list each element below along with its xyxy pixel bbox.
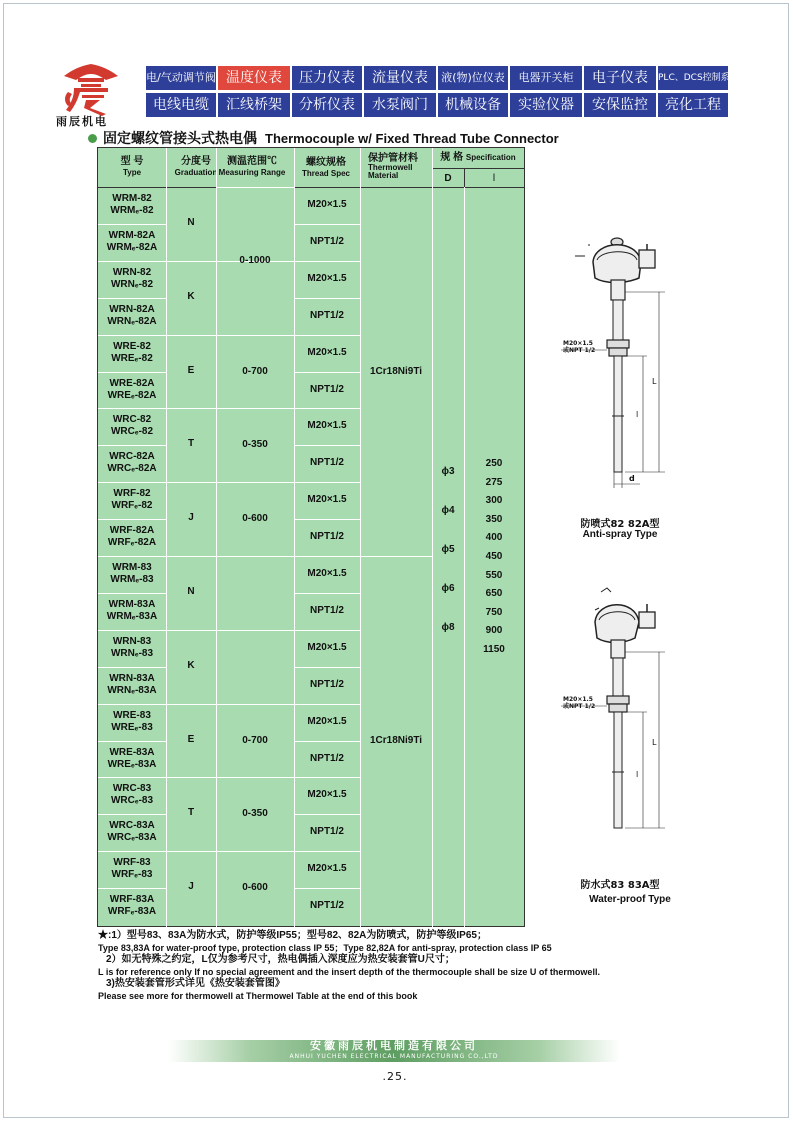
material-cell: 1Cr18Ni9Ti	[369, 365, 423, 377]
type-model-alt: WREₑ-83A	[107, 758, 157, 770]
type-cell	[100, 894, 164, 918]
thread-cell: NPT1/2	[310, 457, 344, 469]
diameter-value: ϕ6	[441, 583, 455, 594]
length-value: 750	[485, 606, 503, 618]
type-model-alt: WREₑ-83	[111, 721, 153, 733]
type-cell	[100, 341, 164, 365]
type-cell	[100, 488, 164, 512]
type-model: WRN-82	[112, 266, 152, 278]
diameter-value: ϕ5	[441, 544, 455, 555]
type-cell	[100, 599, 164, 623]
thread-row-divider	[294, 814, 360, 815]
length-value: 550	[485, 569, 503, 581]
type-model-alt: WRCₑ-82	[110, 426, 154, 438]
type-sub-divider	[98, 445, 166, 446]
thread-row-divider	[294, 519, 360, 520]
graduation-cell: K	[187, 659, 195, 671]
thread-cell: M20×1.5	[307, 863, 347, 875]
dim-l: l	[636, 410, 639, 419]
nav-item[interactable]: 实验仪器	[510, 93, 582, 117]
header-spec-en: Specification	[465, 153, 516, 162]
header-material	[360, 153, 430, 180]
thread-cell: M20×1.5	[307, 199, 347, 210]
nav-item[interactable]: 机械设备	[438, 93, 508, 117]
thread-cell: M20×1.5	[307, 420, 347, 432]
type-model-alt: WRMₑ-82A	[106, 241, 158, 253]
range-divider	[216, 482, 294, 483]
header-range	[216, 156, 288, 178]
range-cell: 0-600	[242, 513, 268, 525]
type-model-alt: WRCₑ-83A	[107, 832, 157, 844]
material-cell: 1Cr18Ni9Ti	[369, 734, 423, 746]
header-range-en: Measuring Range	[218, 168, 286, 177]
header-thread-en: Thread Spec	[301, 169, 350, 178]
thread-row-divider	[294, 593, 360, 594]
water-proof-drawing	[555, 580, 675, 854]
title-cn: 固定螺纹管接头式热电偶	[103, 131, 257, 147]
range-cell: 0-1000	[239, 254, 271, 266]
company-name-en: ANHUI YUCHEN ELECTRICAL MANUFACTURING CO.,LTD	[289, 1053, 499, 1060]
type-cell	[100, 525, 164, 549]
dim-d: d	[629, 474, 635, 483]
thread-row-divider	[294, 298, 360, 299]
type-model-alt: WRNₑ-82	[110, 278, 154, 290]
note-line: ★:1）型号83、83A为防水式，防护等级IP55；型号82、82A为防喷式，防护等级IP65；	[98, 930, 487, 941]
nav-item[interactable]: 流量仪表	[364, 66, 436, 90]
nav-row-1	[146, 66, 739, 90]
type-model-alt: WREₑ-82	[111, 352, 153, 364]
type-model: WRM-83A	[108, 598, 156, 610]
type-model-alt: WRNₑ-82A	[107, 315, 157, 327]
graduation-cell: T	[187, 438, 195, 450]
diameter-value: ϕ3	[441, 466, 455, 477]
type-cell	[100, 562, 164, 586]
thread-label-1: M20×1.5	[563, 696, 593, 703]
anti-spray-caption-cn: 防喷式82 82A型	[580, 519, 660, 530]
anti-spray-caption-en: Anti-spray Type	[582, 529, 658, 540]
type-sub-divider	[98, 814, 166, 815]
thread-label-1: M20×1.5	[563, 340, 593, 347]
type-model-alt: WRFₑ-82A	[107, 537, 157, 549]
graduation-cell: E	[187, 364, 195, 376]
thread-cell: NPT1/2	[310, 900, 344, 912]
type-cell	[100, 451, 164, 475]
range-cell: 0-350	[242, 808, 268, 820]
type-model: WRC-83A	[109, 820, 155, 832]
range-divider	[216, 704, 294, 705]
type-model: WRN-82A	[109, 303, 155, 315]
type-model: WRF-83	[113, 857, 151, 869]
graduation-cell: T	[187, 807, 195, 819]
type-cell	[100, 857, 164, 881]
length-value: 275	[485, 476, 503, 488]
header-divider	[98, 187, 524, 188]
note-line: Type 83,83A for water-proof type, protection class IP 55；Type 82,82A for anti-spray, protection class IP 65	[98, 943, 552, 953]
anti-spray-drawing	[555, 222, 675, 516]
thread-cell: NPT1/2	[310, 678, 344, 690]
graduation-cell: J	[188, 512, 194, 524]
length-value: 650	[485, 588, 503, 600]
type-model: WRE-82	[113, 340, 151, 352]
type-model: WRC-82A	[109, 451, 155, 463]
thread-cell: M20×1.5	[307, 715, 347, 727]
type-model: WRF-82A	[109, 525, 155, 537]
length-value: 300	[485, 495, 503, 507]
header-grad-cn: 分度号	[181, 156, 211, 167]
header-thread	[294, 157, 358, 179]
header-graduation	[170, 156, 222, 178]
type-sub-divider	[98, 372, 166, 373]
type-model: WRE-83A	[109, 746, 155, 758]
type-cell	[100, 304, 164, 328]
header-type	[100, 156, 164, 178]
type-model-alt: WRFₑ-83A	[107, 906, 157, 918]
type-model: WRN-83	[112, 635, 152, 647]
type-model: WRF-83A	[109, 894, 155, 906]
title-en: Thermocouple w/ Fixed Thread Tube Connector	[265, 130, 559, 146]
type-model: WRM-82	[112, 193, 152, 204]
range-divider	[216, 851, 294, 852]
type-sub-divider	[98, 888, 166, 889]
length-value: 350	[485, 513, 503, 525]
type-sub-divider	[98, 593, 166, 594]
range-divider	[216, 408, 294, 409]
nav-item[interactable]: PLC、DCS控制系统	[658, 66, 728, 90]
graduation-cell: K	[187, 290, 195, 302]
header-spec-cn: 规 格	[440, 152, 464, 163]
type-model-alt: WREₑ-82A	[107, 389, 157, 401]
range-divider	[216, 335, 294, 336]
header-grad-en: Graduation	[174, 168, 218, 177]
nav-item[interactable]: 电线电缆	[146, 93, 216, 117]
header-d: D	[444, 173, 452, 184]
thread-cell: M20×1.5	[307, 272, 347, 284]
length-value: 450	[485, 551, 503, 562]
page-number: .25.	[382, 1070, 408, 1083]
note-line: 2）如无特殊之约定，L仅为参考尺寸，热电偶插入深度应为热安装套管U尺寸；	[106, 954, 455, 965]
type-sub-divider	[98, 224, 166, 225]
thread-row-divider	[294, 445, 360, 446]
graduation-cell: N	[187, 217, 195, 228]
note-line: Please see more for thermowell at Thermowel Table at the end of this book	[98, 991, 418, 1001]
nav-row-2	[146, 93, 730, 117]
note-line: L is for reference only If no special agreement and the insert depth of the thermocouple shall be size U of thermowell.	[98, 967, 600, 977]
diameter-value: ϕ4	[441, 505, 455, 516]
type-sub-divider	[98, 519, 166, 520]
range-divider	[216, 187, 294, 188]
length-value: 900	[485, 625, 503, 637]
spec-table	[97, 147, 525, 927]
thread-row-divider	[294, 482, 360, 483]
water-proof-caption-en: Water-proof Type	[589, 894, 671, 905]
type-model-alt: WRFₑ-82	[111, 500, 153, 512]
type-sub-divider	[98, 741, 166, 742]
header-material-en1: Thermowell	[368, 163, 413, 172]
type-model: WRC-83	[112, 783, 152, 795]
thread-row-divider	[294, 630, 360, 631]
thread-label	[563, 696, 595, 710]
dim-L: L	[652, 738, 657, 747]
thread-row-divider	[294, 777, 360, 778]
header-type-cn: 型 号	[120, 156, 144, 167]
nav-item[interactable]: 电器开关柜	[510, 66, 582, 90]
group-divider	[360, 556, 432, 557]
thread-cell: NPT1/2	[310, 531, 344, 543]
type-model-alt: WRMₑ-83	[110, 574, 154, 585]
dim-L: L	[652, 377, 657, 386]
thread-cell: NPT1/2	[310, 826, 344, 838]
type-cell	[100, 193, 164, 217]
thread-row-divider	[294, 888, 360, 889]
thread-cell: M20×1.5	[307, 494, 347, 506]
type-model: WRM-82A	[108, 229, 156, 241]
type-cell	[100, 673, 164, 697]
dim-l: l	[636, 770, 639, 779]
length-value: 400	[485, 532, 503, 544]
nav-item[interactable]: 分析仪表	[292, 93, 362, 117]
thread-row-divider	[294, 372, 360, 373]
thread-row-divider	[294, 556, 360, 557]
thread-cell: NPT1/2	[310, 309, 344, 321]
graduation-cell: E	[187, 733, 195, 745]
header-l: l	[492, 173, 496, 184]
water-proof-caption-cn: 防水式83 83A型	[580, 880, 660, 891]
header-material-en2: Material	[368, 171, 399, 180]
nav-item[interactable]: 压力仪表	[292, 66, 362, 90]
nav-item[interactable]: 液(物)位仪表	[438, 66, 508, 90]
company-name-cn: 安徽雨辰机电制造有限公司	[310, 1039, 478, 1052]
diameter-value: ϕ8	[441, 622, 455, 633]
header-spec	[432, 152, 524, 163]
type-model-alt: WRNₑ-83	[110, 647, 154, 659]
range-cell: 0-350	[242, 439, 268, 451]
type-cell	[100, 267, 164, 291]
thread-row-divider	[294, 667, 360, 668]
type-model: WRC-82	[112, 414, 152, 426]
type-cell	[100, 820, 164, 844]
length-value: 250	[485, 458, 503, 469]
range-cell: 0-700	[242, 365, 268, 377]
type-model: WRE-83	[113, 709, 151, 721]
type-model-alt: WRMₑ-83A	[106, 610, 158, 622]
range-cell: 0-600	[242, 882, 268, 894]
type-cell	[100, 414, 164, 438]
thread-cell: NPT1/2	[310, 235, 344, 247]
header-material-cn: 保护管材料	[368, 153, 418, 164]
header-type-en: Type	[122, 168, 142, 177]
type-cell	[100, 783, 164, 807]
thread-label-2: 或NPT 1/2	[563, 347, 596, 354]
thread-cell: M20×1.5	[307, 641, 347, 653]
company-logo	[60, 62, 122, 116]
graduation-cell: J	[188, 881, 194, 893]
thread-label-2: 或NPT 1/2	[563, 703, 596, 710]
bullet-icon	[88, 134, 97, 143]
type-sub-divider	[98, 298, 166, 299]
spec-divider	[432, 168, 524, 169]
nav-item[interactable]: 安保监控	[584, 93, 656, 117]
type-model: WRF-82	[113, 488, 151, 500]
thread-label	[563, 340, 595, 354]
nav-item[interactable]: 水泵阀门	[364, 93, 436, 117]
thread-cell: NPT1/2	[310, 752, 344, 764]
range-divider	[216, 777, 294, 778]
thread-row-divider	[294, 408, 360, 409]
thread-row-divider	[294, 261, 360, 262]
thread-cell: NPT1/2	[310, 604, 344, 616]
nav-item[interactable]: 电子仪表	[584, 66, 656, 90]
header-thread-cn: 螺纹规格	[306, 157, 346, 168]
nav-item[interactable]: 汇线桥架	[218, 93, 290, 117]
type-cell	[100, 636, 164, 660]
range-cell: 0-700	[242, 734, 268, 746]
type-model-alt: WRNₑ-83A	[107, 684, 157, 696]
header-range-cn: 测温范围℃	[227, 156, 277, 167]
category-nav	[146, 66, 739, 120]
notes	[98, 930, 658, 1002]
logo-text: 雨辰机电	[56, 115, 108, 128]
thread-row-divider	[294, 704, 360, 705]
type-cell	[100, 230, 164, 254]
thread-row-divider	[294, 851, 360, 852]
nav-item-active[interactable]: 温度仪表	[218, 66, 290, 90]
column-divider	[432, 148, 433, 928]
graduation-cell: N	[187, 586, 195, 597]
type-model: WRN-83A	[109, 672, 155, 684]
type-model: WRM-83	[112, 562, 152, 573]
type-cell	[100, 747, 164, 771]
type-model-alt: WRFₑ-83	[111, 869, 153, 881]
column-divider	[360, 148, 361, 928]
thread-row-divider	[294, 224, 360, 225]
thread-cell: M20×1.5	[307, 346, 347, 358]
type-sub-divider	[98, 667, 166, 668]
section-title	[88, 128, 559, 148]
thread-row-divider	[294, 741, 360, 742]
thread-row-divider	[294, 335, 360, 336]
thread-cell: M20×1.5	[307, 789, 347, 801]
type-cell	[100, 710, 164, 734]
type-model: WRE-82A	[109, 377, 155, 389]
nav-item[interactable]: 亮化工程	[658, 93, 728, 117]
thread-cell: NPT1/2	[310, 383, 344, 395]
note-line: 3)热安装套管形式详见《热安装套管图》	[106, 978, 285, 989]
type-model-alt: WRCₑ-83	[110, 795, 154, 807]
length-value: 1150	[483, 644, 505, 655]
type-model-alt: WRCₑ-82A	[107, 463, 157, 475]
thread-cell: M20×1.5	[307, 568, 347, 579]
d-l-divider	[464, 168, 465, 187]
nav-item[interactable]: 电/气动调节阀	[146, 66, 216, 90]
type-model-alt: WRMₑ-82	[110, 205, 154, 216]
type-cell	[100, 378, 164, 402]
